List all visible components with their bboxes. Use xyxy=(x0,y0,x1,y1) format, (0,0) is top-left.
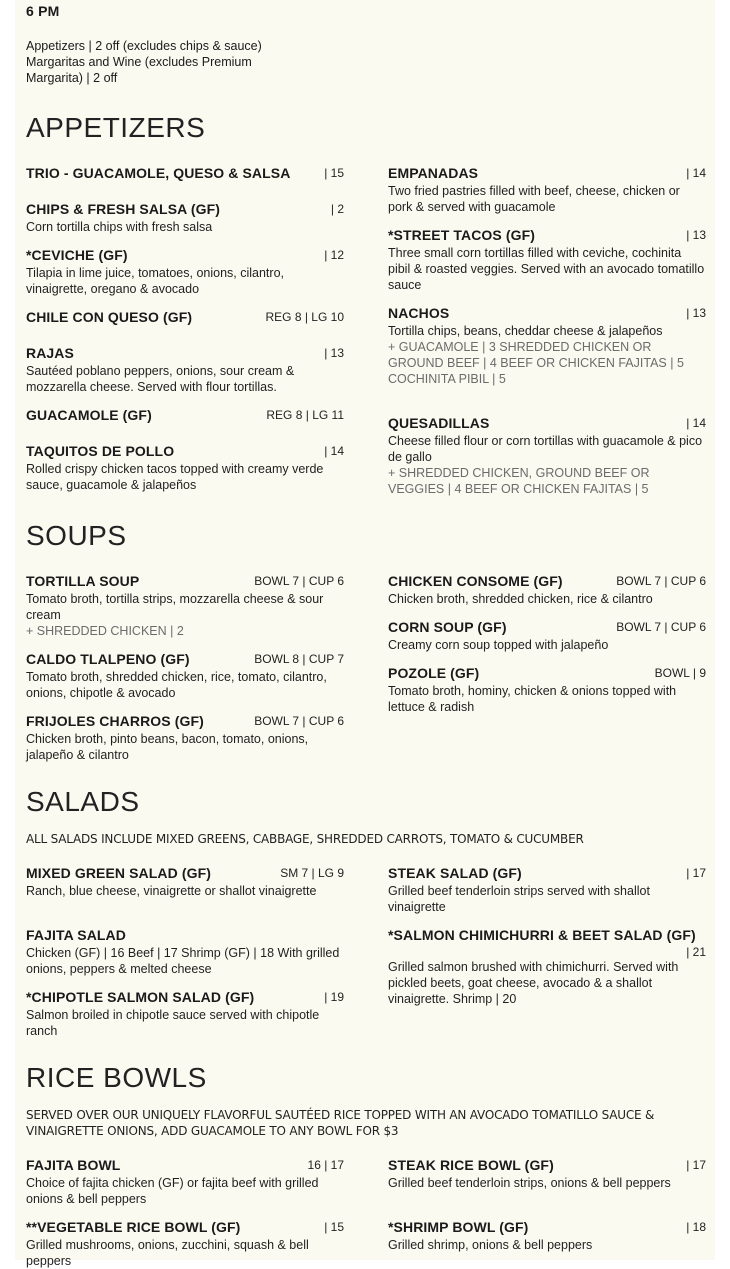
item-description: Tilapia in lime juice, tomatoes, onions, cilantro, vinaigrette, oregano & avocado xyxy=(26,266,284,296)
item-name: FAJITA BOWL xyxy=(26,1157,121,1173)
item-addon: + SHREDDED CHICKEN, GROUND BEEF OR VEGGIES | 4 BEEF OR CHICKEN FAJITAS | 5 xyxy=(388,466,650,496)
item-description: Sautéed poblano peppers, onions, sour cream & mozzarella cheese. Served with flour tortillas. xyxy=(26,364,295,394)
item-description: Grilled salmon brushed with chimichurri. Served with pickled beets, goat cheese, avocado & a shallot vinaigrette. Shrimp | 20 xyxy=(388,960,679,1006)
item-price: BOWL 7 | CUP 6 xyxy=(254,574,344,588)
item-name: MIXED GREEN SALAD (GF) xyxy=(26,865,211,881)
menu-item xyxy=(388,665,706,715)
happy-hour-time: 6 PM xyxy=(26,3,60,19)
menu-item xyxy=(26,573,344,639)
item-name: FAJITA SALAD xyxy=(26,927,126,943)
item-price: | 17 xyxy=(686,1158,706,1172)
item-price: | 12 xyxy=(324,248,344,262)
item-price: | 13 xyxy=(686,228,706,242)
section-note-salads: ALL SALADS INCLUDE MIXED GREENS, CABBAGE, SHREDDED CARROTS, TOMATO & CUCUMBER xyxy=(26,832,584,846)
menu-item xyxy=(26,1157,344,1207)
item-price: BOWL 8 | CUP 7 xyxy=(254,652,344,666)
item-name: RAJAS xyxy=(26,345,74,361)
section-note-rice-bowls: SERVED OVER OUR UNIQUELY FLAVORFUL SAUTÉED RICE TOPPED WITH AN AVOCADO TOMATILLO SAUCE & VINAIGRETTE ONIONS, ADD GUACAMOLE TO ANY BOWL FOR $3 xyxy=(26,1108,655,1138)
item-price: | 19 xyxy=(324,990,344,1004)
section-title-salads: SALADS xyxy=(26,786,140,817)
item-price: | 17 xyxy=(686,866,706,880)
item-price: REG 8 | LG 11 xyxy=(266,408,344,422)
item-description: Salmon broiled in chipotle sauce served with chipotle ranch xyxy=(26,1008,320,1038)
section-title-soups: SOUPS xyxy=(26,520,127,551)
item-description: Grilled mushrooms, onions, zucchini, squash & bell peppers xyxy=(26,1238,309,1268)
item-price: BOWL | 9 xyxy=(654,666,706,680)
menu-item xyxy=(388,573,706,607)
item-price: BOWL 7 | CUP 6 xyxy=(616,620,706,634)
menu-item xyxy=(26,443,344,493)
item-name: QUESADILLAS xyxy=(388,415,490,431)
item-name: FRIJOLES CHARROS (GF) xyxy=(26,713,204,729)
item-price: REG 8 | LG 10 xyxy=(265,310,344,324)
item-addon: + SHREDDED CHICKEN | 2 xyxy=(26,624,184,638)
item-name: CHILE CON QUESO (GF) xyxy=(26,309,193,325)
item-name: CALDO TLALPENO (GF) xyxy=(26,651,190,667)
item-name: GUACAMOLE (GF) xyxy=(26,407,152,423)
item-name: *CEVICHE (GF) xyxy=(26,247,128,263)
menu-item xyxy=(26,713,344,763)
item-description: Cheese filled flour or corn tortillas with guacamole & pico de gallo xyxy=(388,434,703,464)
item-description: Tomato broth, shredded chicken, rice, tomato, cilantro, onions, chipotle & avocado xyxy=(26,670,327,700)
item-name: POZOLE (GF) xyxy=(388,665,480,681)
item-description: Three small corn tortillas filled with ceviche, cochinita pibil & roasted veggies. Served with an avocado tomatillo sauce xyxy=(388,246,705,292)
item-description: Grilled beef tenderloin strips served with shallot vinaigrette xyxy=(388,884,650,914)
item-description: Ranch, blue cheese, vinaigrette or shallot vinaigrette xyxy=(26,884,317,898)
item-name: TRIO - GUACAMOLE, QUESO & SALSA xyxy=(26,165,291,181)
item-name: EMPANADAS xyxy=(388,165,479,181)
section-title-rice-bowls: RICE BOWLS xyxy=(26,1062,207,1093)
menu-item xyxy=(388,927,706,1007)
happy-hour-description: Appetizers | 2 off (excludes chips & sauce) Margaritas and Wine (excludes Premium Margarita) | 2 off xyxy=(26,39,262,85)
menu-item xyxy=(26,247,344,297)
item-description: Two fried pastries filled with beef, cheese, chicken or pork & served with guacamole xyxy=(388,184,680,214)
item-description: Chicken broth, pinto beans, bacon, tomato, onions, jalapeño & cilantro xyxy=(26,732,309,762)
item-addon: + GUACAMOLE | 3 SHREDDED CHICKEN OR GROUND BEEF | 4 BEEF OR CHICKEN FAJITAS | 5 COCHINITA PIBIL | 5 xyxy=(388,340,684,386)
item-price: | 15 xyxy=(324,1220,344,1234)
item-price: BOWL 7 | CUP 6 xyxy=(616,574,706,588)
section-title-appetizers: APPETIZERS xyxy=(26,112,206,143)
item-description: Tomato broth, hominy, chicken & onions topped with lettuce & radish xyxy=(388,684,677,714)
item-description: Tortilla chips, beans, cheddar cheese & jalapeños xyxy=(388,324,663,338)
menu-item xyxy=(26,651,344,701)
item-description: Grilled beef tenderloin strips, onions & bell peppers xyxy=(388,1176,671,1190)
item-description: Chicken broth, shredded chicken, rice & cilantro xyxy=(388,592,653,606)
item-name: TORTILLA SOUP xyxy=(26,573,140,589)
item-description: Chicken (GF) | 16 Beef | 17 Shrimp (GF) | 18 With grilled onions, peppers & melted cheese xyxy=(26,946,340,976)
item-name: *SHRIMP BOWL (GF) xyxy=(388,1219,529,1235)
menu-item xyxy=(26,865,344,899)
item-name: CHICKEN CONSOME (GF) xyxy=(388,573,563,589)
menu-item xyxy=(388,619,706,653)
item-name: STEAK SALAD (GF) xyxy=(388,865,522,881)
menu-item xyxy=(388,1219,706,1253)
item-price: | 13 xyxy=(686,306,706,320)
item-price: | 14 xyxy=(686,166,706,180)
item-description: Creamy corn soup topped with jalapeño xyxy=(388,638,609,652)
menu-item xyxy=(26,309,344,327)
menu-item xyxy=(388,1157,706,1191)
item-price: | 14 xyxy=(686,416,706,430)
item-price: | 15 xyxy=(324,166,344,180)
item-price: | 18 xyxy=(686,1220,706,1234)
item-name: STEAK RICE BOWL (GF) xyxy=(388,1157,554,1173)
menu-page xyxy=(15,0,715,1268)
item-name: *SALMON CHIMICHURRI & BEET SALAD (GF) xyxy=(388,927,696,943)
item-price: | 14 xyxy=(324,444,344,458)
item-name: *STREET TACOS (GF) xyxy=(388,227,535,243)
menu-item xyxy=(26,989,344,1039)
item-name: TAQUITOS DE POLLO xyxy=(26,443,175,459)
item-name: NACHOS xyxy=(388,305,450,321)
menu-item xyxy=(388,227,706,293)
item-price: | 2 xyxy=(330,202,344,216)
item-name: CHIPS & FRESH SALSA (GF) xyxy=(26,201,220,217)
menu-item xyxy=(388,305,706,387)
menu-item xyxy=(26,165,344,183)
item-price: 16 | 17 xyxy=(307,1158,344,1172)
item-price: | 21 xyxy=(686,945,706,959)
item-description: Grilled shrimp, onions & bell peppers xyxy=(388,1238,593,1252)
item-description: Choice of fajita chicken (GF) or fajita beef with grilled onions & bell peppers xyxy=(26,1176,319,1206)
menu-item xyxy=(26,1219,344,1269)
menu-item xyxy=(26,201,344,235)
menu-item xyxy=(26,927,344,977)
item-name: **VEGETABLE RICE BOWL (GF) xyxy=(26,1219,241,1235)
menu-item xyxy=(388,415,706,497)
item-description: Tomato broth, tortilla strips, mozzarella cheese & sour cream xyxy=(26,592,324,622)
item-name: CORN SOUP (GF) xyxy=(388,619,507,635)
menu-item xyxy=(388,165,706,215)
item-price: | 13 xyxy=(324,346,344,360)
item-price: BOWL 7 | CUP 6 xyxy=(254,714,344,728)
item-description: Corn tortilla chips with fresh salsa xyxy=(26,220,213,234)
menu-item xyxy=(388,865,706,915)
menu-item xyxy=(26,345,344,395)
item-price: SM 7 | LG 9 xyxy=(280,866,344,880)
menu-item xyxy=(26,407,344,425)
item-description: Rolled crispy chicken tacos topped with creamy verde sauce, guacamole & jalapeños xyxy=(26,462,324,492)
item-name: *CHIPOTLE SALMON SALAD (GF) xyxy=(26,989,255,1005)
